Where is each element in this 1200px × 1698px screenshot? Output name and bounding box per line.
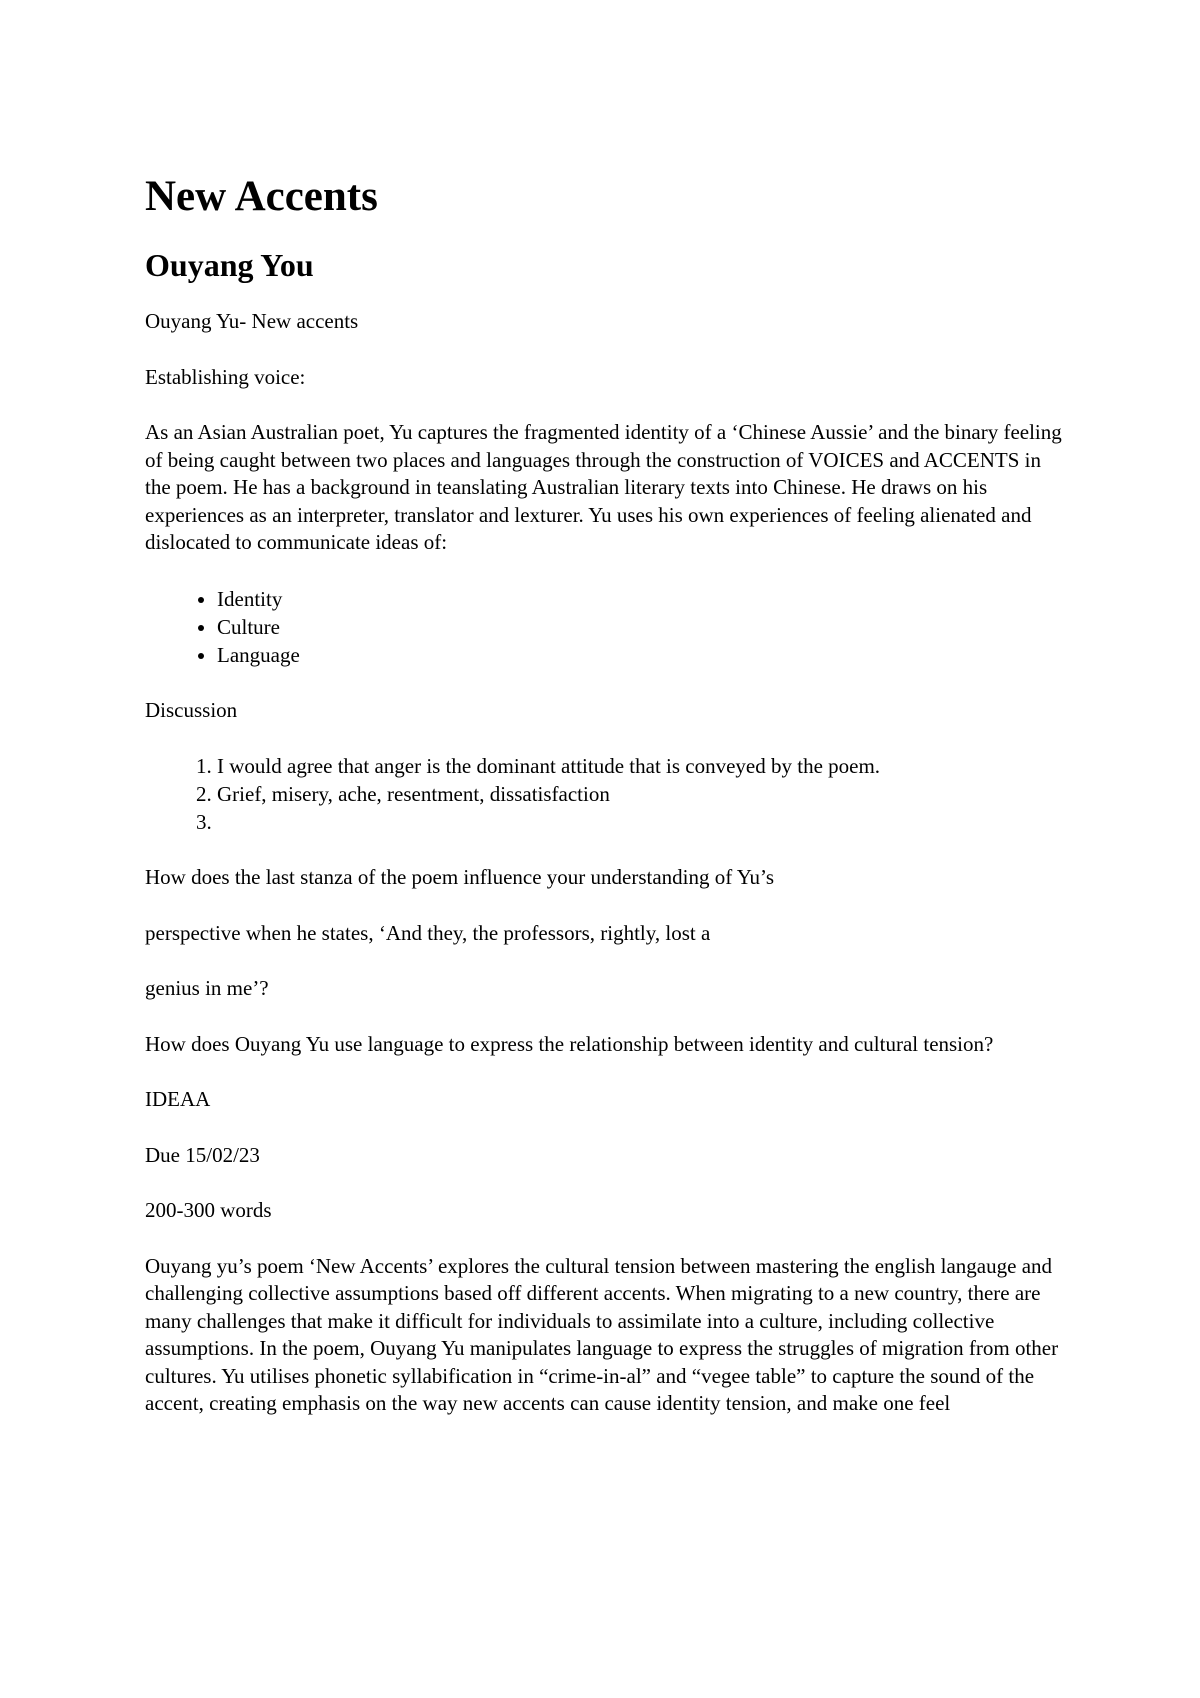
due-date: Due 15/02/23 [145, 1142, 260, 1167]
question-2: How does Ouyang Yu use language to express the relationship between identity and cultural tension? [145, 1031, 994, 1056]
list-item [217, 808, 1065, 836]
list-item: 1. I would agree that anger is the dominant attitude that is conveyed by the poem. [217, 752, 1065, 780]
intro-paragraph: As an Asian Australian poet, Yu captures the fragmented identity of a ‘Chinese Aussie’ and the binary feeling of being caught between two places and languages through the construction of VOICES and ACCENTS in the poem. He has a background in teanslating Australian literary texts into Chinese. He draws on his experiences as an interpreter, translator and lexturer. Yu uses his own experiences of feeling alienated and dislocated to communicate ideas of: [145, 420, 1062, 555]
question-1-line-3: genius in me’? [145, 976, 269, 1001]
word-count: 200-300 words [145, 1198, 272, 1223]
list-item: • Language [217, 641, 1065, 669]
list-item: • Identity [217, 585, 1065, 613]
list-item: • Culture [217, 613, 1065, 641]
establishing-voice-label: Establishing voice: [145, 364, 306, 389]
essay-paragraph: Ouyang yu’s poem ‘New Accents’ explores the cultural tension between mastering the english langauge and challenging collective assumptions based off different accents. When migrating to a new country, there are many challenges that make it difficult for individuals to assimilate into a culture, including collective assumptions. In the poem, Ouyang Yu manipulates language to express the struggles of migration from other cultures. Yu utilises phonetic syllabification in “crime-in-al” and “vegee table” to capture the sound of the accent, creating emphasis on the way new accents can cause identity tension, and make one feel [145, 1253, 1059, 1416]
question-1-line-1: How does the last stanza of the poem influence your understanding of Yu’s [145, 865, 775, 890]
document-title: New Accents [145, 173, 378, 220]
ideaa-label: IDEAA [145, 1087, 211, 1112]
discussion-list [145, 752, 1065, 836]
discussion-label: Discussion [145, 697, 238, 722]
question-1-line-2: perspective when he states, ‘And they, the professors, rightly, lost a [145, 920, 711, 945]
list-item: 2. Grief, misery, ache, resentment, dissatisfaction [217, 780, 1065, 808]
ideas-list [145, 585, 1065, 669]
author-heading: Ouyang You [145, 247, 314, 284]
subtitle-line: Ouyang Yu- New accents [145, 309, 359, 334]
document-page [145, 172, 1065, 1446]
